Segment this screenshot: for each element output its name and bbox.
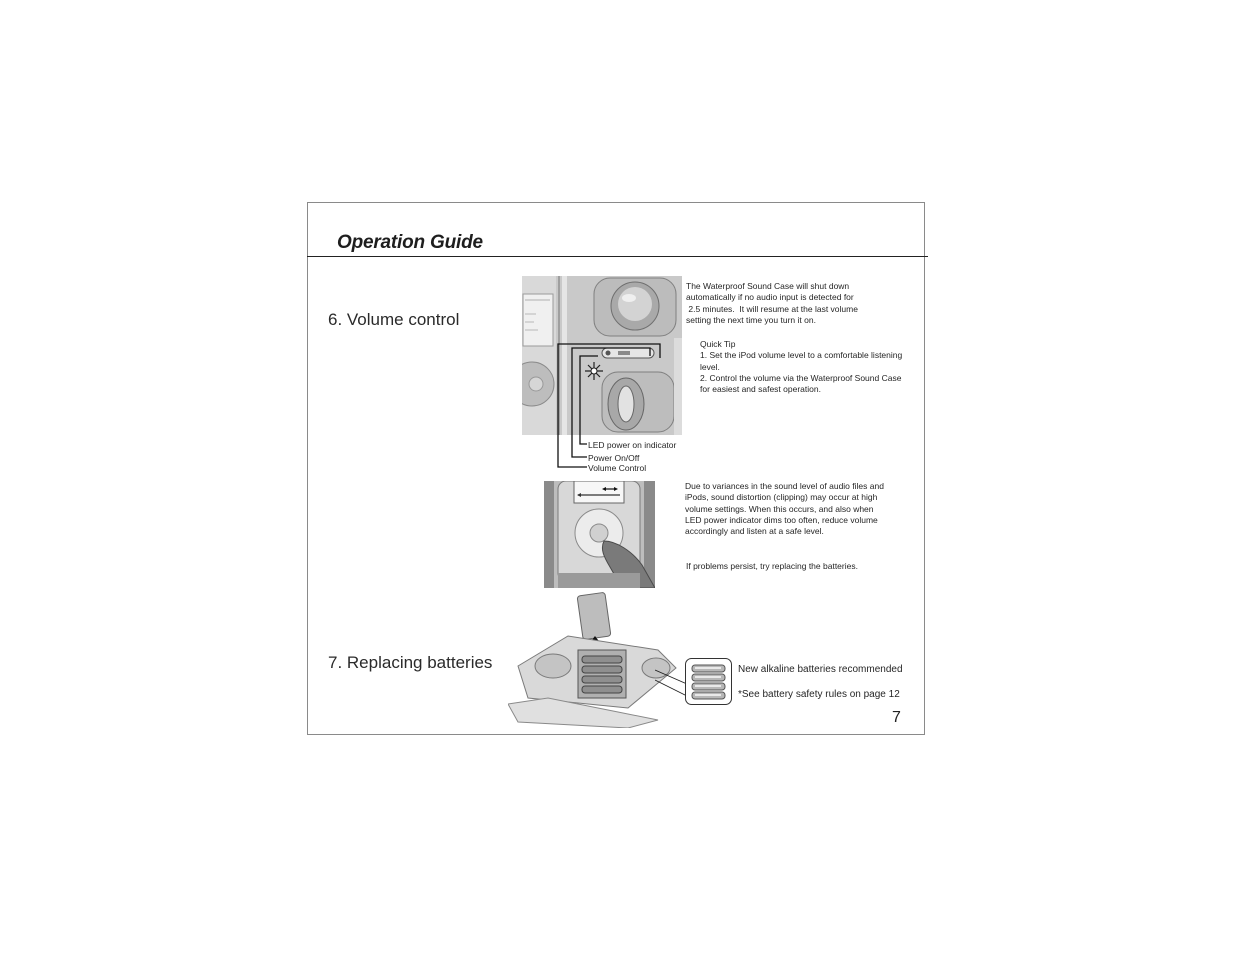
ipod-volume-photo bbox=[544, 481, 655, 588]
variance-line: iPods, sound distortion (clipping) may occur at high bbox=[685, 492, 878, 503]
section-heading-volume-control: 6. Volume control bbox=[328, 310, 460, 329]
section-heading-replacing-batteries: 7. Replacing batteries bbox=[328, 653, 493, 672]
variance-line: Due to variances in the sound level of audio files and bbox=[685, 481, 884, 491]
variance-line: accordingly and listen at a safe level. bbox=[685, 526, 824, 537]
shutdown-line: setting the next time you turn it on. bbox=[686, 314, 816, 325]
page-title: Operation Guide bbox=[337, 232, 483, 253]
quick-tip-line: for easiest and safest operation. bbox=[700, 384, 821, 395]
battery-pointer-lines bbox=[655, 660, 689, 706]
title-rule bbox=[307, 256, 928, 257]
quick-tip-line: 1. Set the iPod volume level to a comfortable listening bbox=[700, 350, 903, 361]
callout-led-power-indicator: LED power on indicator bbox=[588, 440, 677, 450]
shutdown-paragraph bbox=[686, 281, 906, 326]
battery-recommendation: New alkaline batteries recommended bbox=[738, 664, 903, 675]
variance-line: LED power indicator dims too often, reduce volume bbox=[685, 514, 878, 525]
variance-line: volume settings. When this occurs, and also when bbox=[685, 503, 874, 514]
shutdown-line: The Waterproof Sound Case will shut down bbox=[686, 281, 850, 291]
callout-volume-control: Volume Control bbox=[588, 463, 647, 473]
variance-paragraph bbox=[685, 481, 900, 537]
quick-tip-line: level. bbox=[700, 361, 720, 372]
battery-compartment-photo bbox=[508, 588, 680, 728]
quick-tip bbox=[700, 339, 915, 395]
quick-tip-line: 2. Control the volume via the Waterproof Sound Case bbox=[700, 372, 902, 383]
shutdown-line: 2.5 minutes. It will resume at the last volume bbox=[686, 303, 858, 314]
callout-power-on-off: Power On/Off bbox=[588, 453, 640, 463]
quick-tip-title: Quick Tip bbox=[700, 339, 736, 349]
shutdown-line: automatically if no audio input is detected for bbox=[686, 292, 854, 303]
battery-safety-note: *See battery safety rules on page 12 bbox=[738, 689, 900, 700]
persist-note: If problems persist, try replacing the batteries. bbox=[686, 561, 858, 571]
batteries-closeup-icon bbox=[685, 658, 732, 705]
page-number: 7 bbox=[892, 709, 901, 726]
